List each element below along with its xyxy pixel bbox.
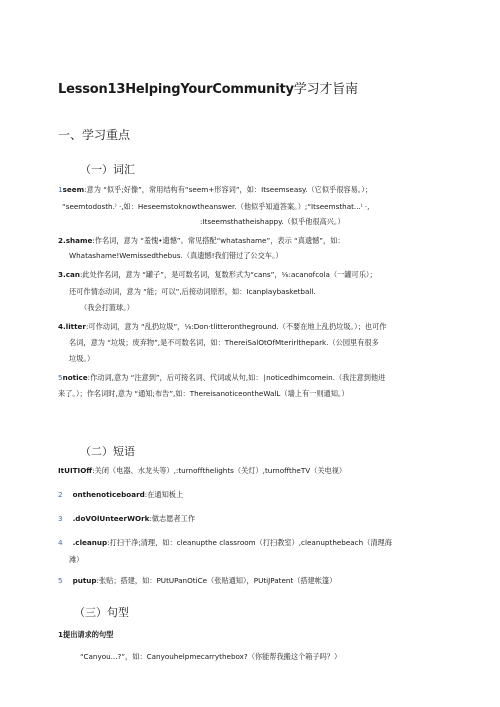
phrase-number: 4 <box>58 538 63 547</box>
sentence-pattern-heading: 1提出请求的句型 <box>58 630 114 639</box>
phrase-item-2 <box>58 490 183 499</box>
phrase-item-5 <box>58 576 336 585</box>
vocab-item-3: 3.can:此处作名词，意为 “罐子”，是可数名词，复数形式为“cans”，⅛:acanofcola（一罐可乐）； <box>58 270 377 279</box>
vocab-item-3-line-3: （我会打篮球。） <box>80 303 134 312</box>
vocab-item-1 <box>58 185 372 194</box>
vocab-word: shame <box>65 236 93 245</box>
phrase-head: onthenoticeboard <box>72 490 145 499</box>
phrase-item-4 <box>58 538 392 547</box>
phrase-head: ItUITIOff <box>58 466 93 475</box>
sentence-pattern-example: “Canyou...?”，如：Canyouhelpmecarrythebox?（你能帮我搬这个箱子吗？） <box>80 652 342 661</box>
vocab-item-4-line-2: 名词，意为 “垃圾；废弃物”,是不可数名词，如：ThereiSalOtOfMterirlthepark.（公园里有很多 <box>69 338 379 347</box>
vocab-number: 5 <box>58 373 63 382</box>
subsection-sentence-patterns: （三）句型 <box>74 606 129 619</box>
phrase-item-1 <box>58 466 346 475</box>
document-title <box>58 78 358 97</box>
phrase-number: 3 <box>58 514 63 523</box>
phrase-item-3 <box>58 514 195 523</box>
phrase-text: :做志愿者工作 <box>149 514 196 523</box>
phrase-text: :打扫干净;清理，如：cleanupthe classroom（打扫教室）,cleanupthebeach（清理海 <box>107 538 392 547</box>
vocab-item-3-line-2: 还可作情态动词，意为 “能；可以”,后接动词原形，如：Icanplaybasketball. <box>69 287 316 296</box>
phrase-head: putup <box>72 576 97 585</box>
phrase-text: :关闭（电器、水龙头等）,:turnoffthelights（关灯）,turnofftheTV（关电视） <box>92 466 347 475</box>
vocab-text: :作动词,意为 “注意到”，后可接名词、代词或从句,如：∣noticedhimcomein.（我注意到他进 <box>87 373 386 382</box>
vocab-item-1-line-3: :Itseemsthatheishappy.（似乎他很高兴。） <box>200 217 345 226</box>
vocab-number: 2 <box>58 236 64 245</box>
phrase-number: 5 <box>58 576 63 585</box>
vocab-item-5-line-2: 来了。）；作名词时,意为 “通知;布告”,如：ThereisanoticeontheWalL（墙上有一则通知。） <box>58 389 349 398</box>
vocab-item-2: 2.shame:作名词，意为 “羞愧•遗憾”。常见搭配“whatashame”，表示 “真遗憾”，如： <box>58 236 345 245</box>
vocab-word: notice <box>62 373 88 382</box>
vocab-number: 3 <box>58 270 64 279</box>
vocab-word: can <box>65 270 80 279</box>
vocab-text: :意为 “似乎;好像”，常用结构有“seem+形容词”，如：Itseemseasy.（它似乎很容易。）； <box>84 185 373 194</box>
vocab-number: 1 <box>58 185 63 194</box>
vocab-text: :可作动词，意为 “乱扔垃圾”，⅛:Don·tlitterontheground.（不要在地上乱扔垃圾。）；也可作 <box>85 322 387 331</box>
phrase-item-4-cont: 滩） <box>69 555 84 564</box>
subsection-phrases: （二）短语 <box>80 445 135 458</box>
vocab-item-1-line-2: “seemtodosth.⁾ ·,如：Heseemstoknowtheanswer.（他似乎知道答案。）;“Itseemsthat...⁾ ·, <box>62 202 370 211</box>
vocab-word: litter <box>65 322 86 331</box>
section-heading-1: 一、学习重点 <box>58 128 131 142</box>
phrase-text: :张贴；搭建，如：PUtUPanOtiCe（张贴通知），PUtiJPatent（搭建帐篷） <box>96 576 337 585</box>
title-chinese: 学习才旨南 <box>293 82 358 97</box>
phrase-head: .cleanup <box>72 538 108 547</box>
vocab-item-4: 4.litter:可作动词，意为 “乱扔垃圾”，⅛:Don·tlitterontheground.（不要在地上乱扔垃圾。）；也可作 <box>58 322 387 331</box>
vocab-word: seem <box>62 185 85 194</box>
phrase-text: :在通知板上 <box>144 490 184 499</box>
title-english: Lesson13HelpingYourCommunity <box>58 82 294 97</box>
phrase-number: 2 <box>58 490 63 499</box>
vocab-text: :作名词，意为 “羞愧•遗憾”。常见搭配“whatashame”，表示 “真遗憾”，如： <box>92 236 345 245</box>
vocab-item-2-line-2: Whatashame!Wemissedthebus.（真遗憾!我们错过了公交车。） <box>69 251 283 260</box>
phrase-head: .doVOlUnteerWOrk <box>72 514 150 523</box>
vocab-item-4-line-3: 垃圾。） <box>69 354 95 363</box>
subsection-vocabulary: （一）词汇 <box>80 163 135 176</box>
vocab-text: :此处作名词，意为 “罐子”，是可数名词，复数形式为“cans”，⅛:acanofcola（一罐可乐）； <box>79 270 377 279</box>
vocab-item-5 <box>58 373 385 382</box>
vocab-number: 4 <box>58 322 64 331</box>
